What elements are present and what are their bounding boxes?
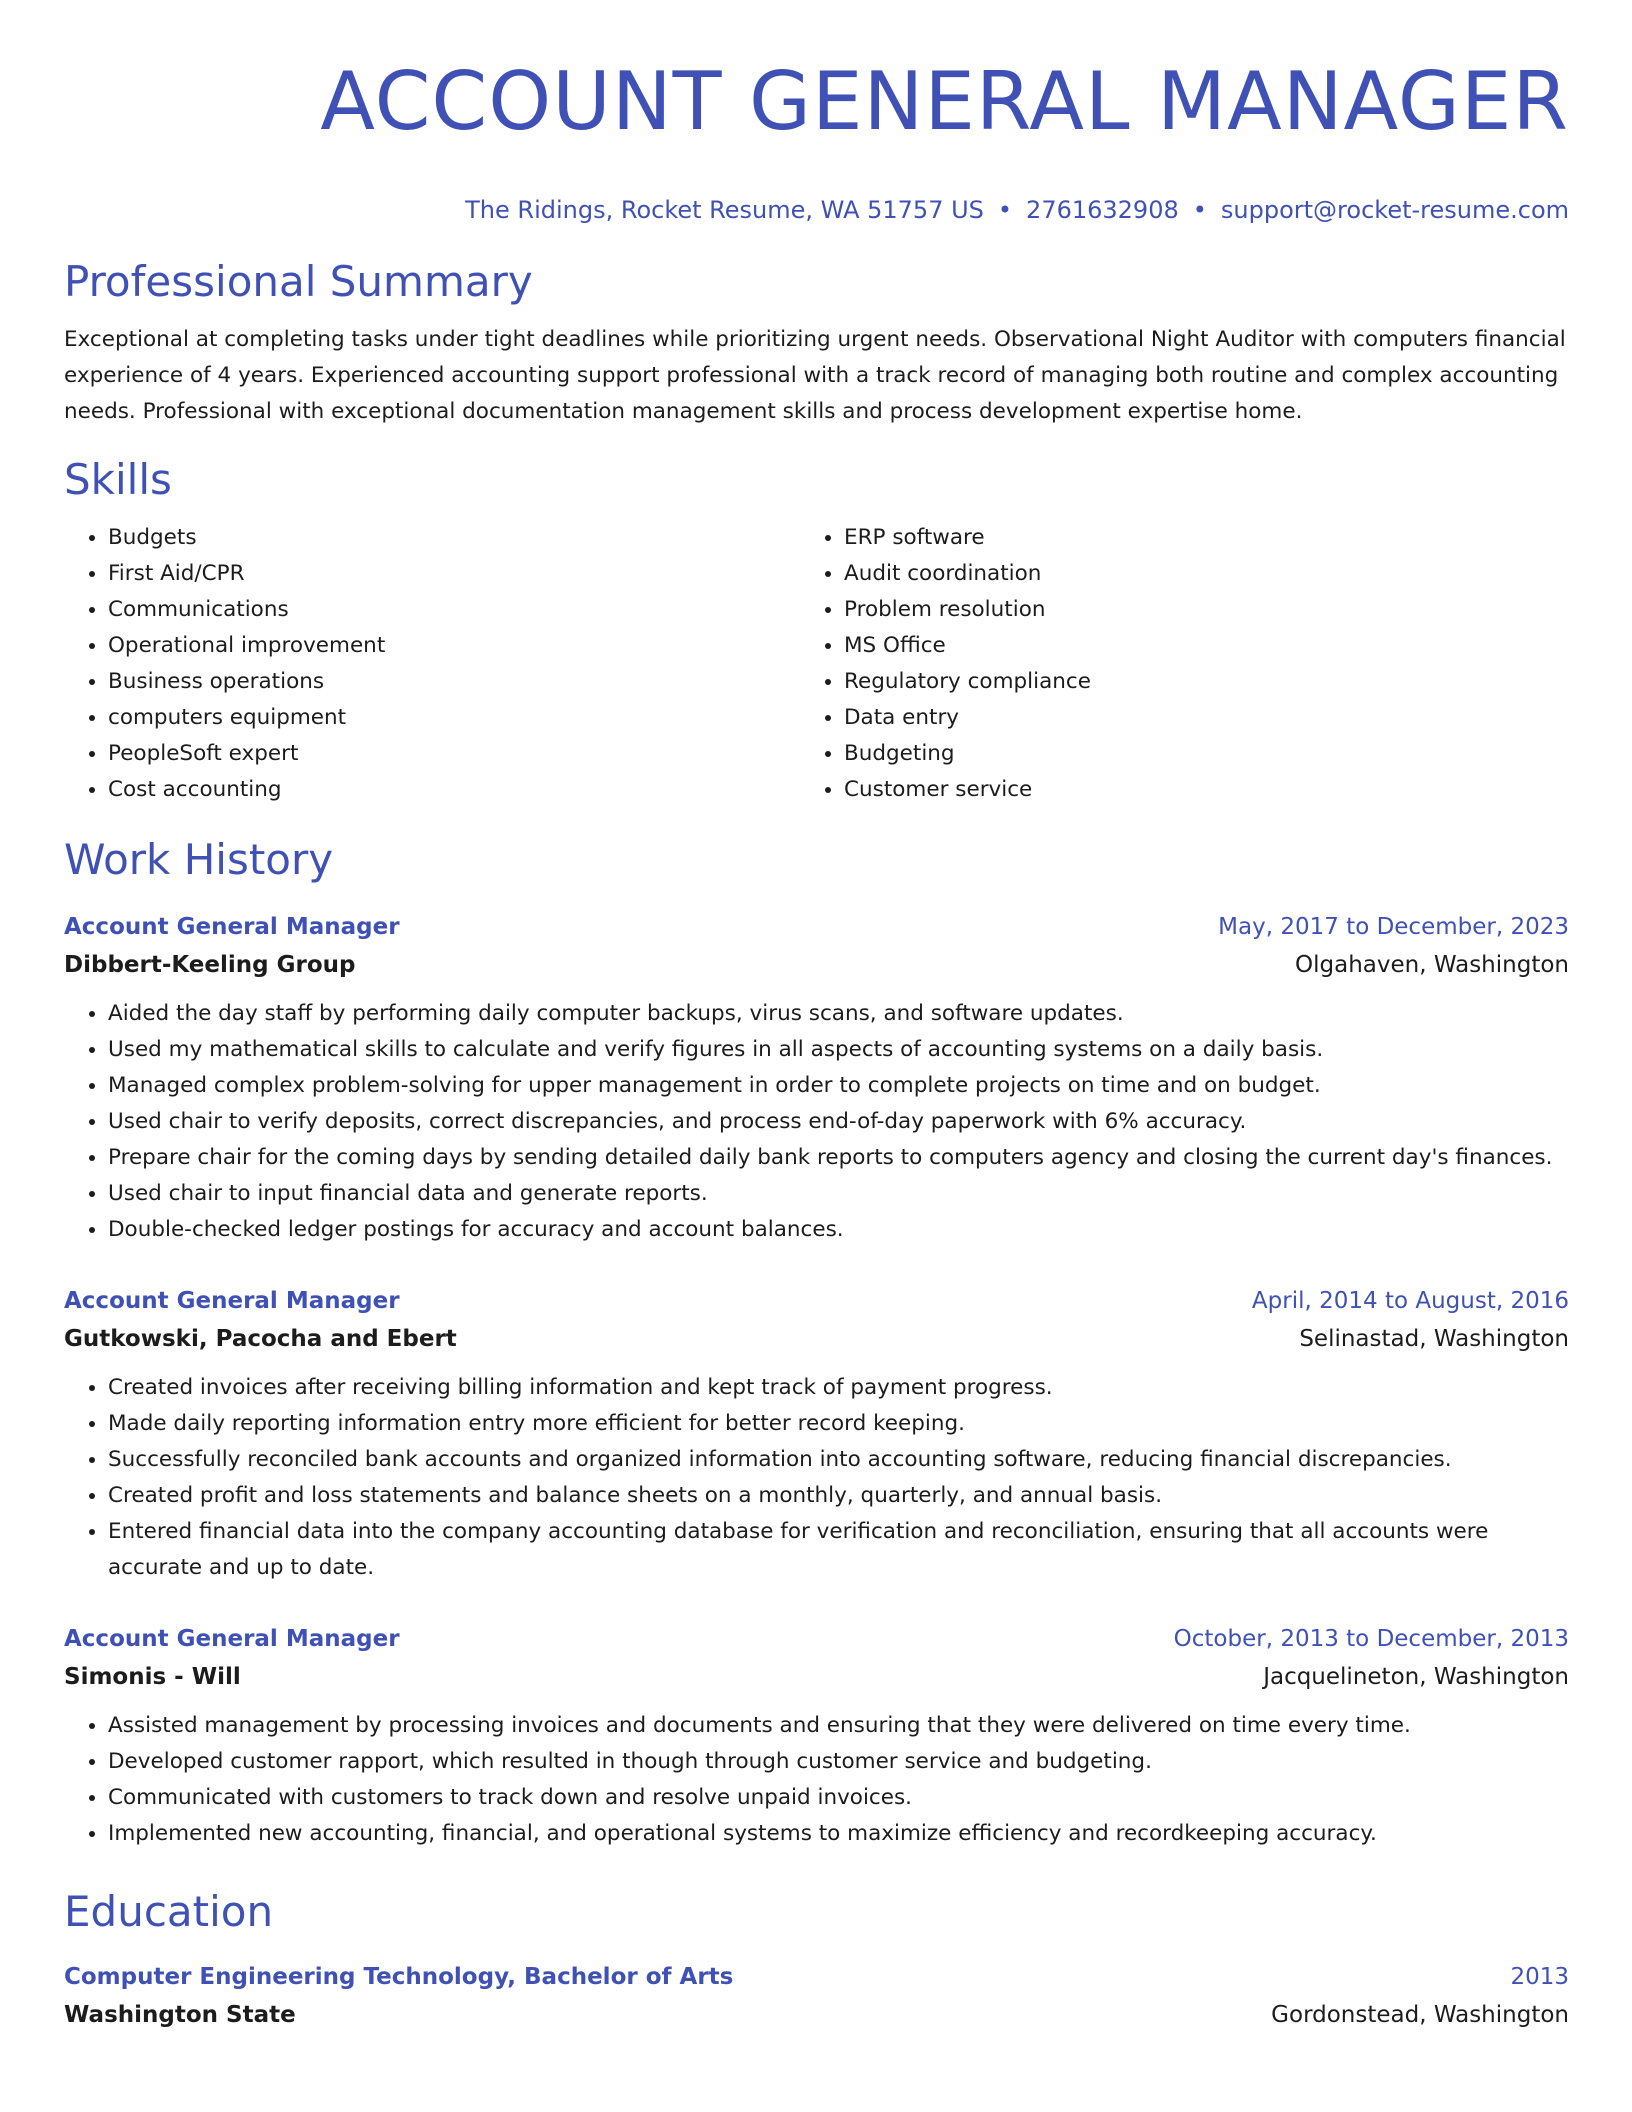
skill-item: • Audit coordination	[844, 556, 1536, 592]
education-entry	[64, 1958, 1569, 2034]
job-dates: April, 2014 to August, 2016	[1251, 1288, 1569, 1314]
job-bullet: • Developed customer rapport, which resulted in though through customer service and budgeting.	[108, 1744, 1569, 1780]
skill-item: • Operational improvement	[108, 628, 800, 664]
job-bullet: • Created profit and loss statements and balance sheets on a monthly, quarterly, and annual basis.	[108, 1478, 1569, 1514]
job-bullet: • Used chair to input financial data and generate reports.	[108, 1176, 1569, 1212]
job-company: Simonis - Will	[64, 1664, 241, 1690]
skill-item: • Budgeting	[844, 736, 1536, 772]
contact-line	[64, 194, 1569, 226]
job-bullet: • Managed complex problem-solving for upper management in order to complete projects on time and on budget.	[108, 1068, 1569, 1104]
skill-item: • MS Office	[844, 628, 1536, 664]
school-name: Washington State	[64, 2002, 296, 2028]
job-bullets	[64, 1708, 1569, 1852]
skill-item: • PeopleSoft expert	[108, 736, 800, 772]
education-heading: Education	[64, 1887, 274, 1936]
work-history-heading: Work History	[64, 835, 334, 884]
job-bullet: • Created invoices after receiving billing information and kept track of payment progress.	[108, 1370, 1569, 1406]
job-dates: May, 2017 to December, 2023	[1218, 914, 1569, 940]
job-bullet: • Implemented new accounting, financial, and operational systems to maximize efficiency and recordkeeping accuracy.	[108, 1816, 1569, 1852]
job-bullet: • Successfully reconciled bank accounts and organized information into accounting software, reducing financial discrepancies.	[108, 1442, 1569, 1478]
job-entry	[64, 1620, 1569, 1852]
summary-text: Exceptional at completing tasks under tight deadlines while prioritizing urgent needs. Observational Night Auditor with computers financial experience of 4 years. Experienced accounting support professional with a track record of managing both routine and complex accounting needs. Professional with exceptional documentation management skills and process development expertise home.	[64, 327, 1566, 424]
job-company: Gutkowski, Pacocha and Ebert	[64, 1326, 457, 1352]
job-bullets	[64, 996, 1569, 1248]
skills-list	[64, 520, 1569, 808]
job-dates: October, 2013 to December, 2013	[1173, 1626, 1569, 1652]
job-entry	[64, 1282, 1569, 1586]
job-title: Account General Manager	[64, 1288, 400, 1314]
contact-address: The Ridings, Rocket Resume, WA 51757 US	[465, 196, 984, 224]
job-bullet: • Used my mathematical skills to calculate and verify figures in all aspects of accounting systems on a daily basis.	[108, 1032, 1569, 1068]
skill-item: • Problem resolution	[844, 592, 1536, 628]
job-bullet: • Entered financial data into the company accounting database for verification and reconciliation, ensuring that all accounts were accurate and up to date.	[108, 1514, 1569, 1586]
job-location: Selinastad, Washington	[1299, 1326, 1569, 1352]
contact-email: support@rocket-resume.com	[1220, 196, 1569, 224]
job-bullet: • Communicated with customers to track down and resolve unpaid invoices.	[108, 1780, 1569, 1816]
skill-item: • ERP software	[844, 520, 1536, 556]
summary-heading: Professional Summary	[64, 257, 533, 306]
skills-column-left	[64, 520, 800, 808]
skill-item: • First Aid/CPR	[108, 556, 800, 592]
job-bullet: • Prepare chair for the coming days by sending detailed daily bank reports to computers agency and closing the current day's finances.	[108, 1140, 1569, 1176]
job-company: Dibbert-Keeling Group	[64, 952, 356, 978]
graduation-year: 2013	[1510, 1964, 1569, 1990]
job-entry	[64, 908, 1569, 1248]
skill-item: • Data entry	[844, 700, 1536, 736]
contact-phone: 2761632908	[1026, 196, 1179, 224]
job-title: Account General Manager	[64, 914, 400, 940]
skill-item: • computers equipment	[108, 700, 800, 736]
job-bullet: • Used chair to verify deposits, correct discrepancies, and process end-of-day paperwork with 6% accuracy.	[108, 1104, 1569, 1140]
contact-separator: •	[997, 196, 1013, 224]
skill-item: • Budgets	[108, 520, 800, 556]
degree: Computer Engineering Technology, Bachelor of Arts	[64, 1964, 734, 1990]
job-title: Account General Manager	[64, 1626, 400, 1652]
skill-item: • Business operations	[108, 664, 800, 700]
job-bullet: • Made daily reporting information entry more efficient for better record keeping.	[108, 1406, 1569, 1442]
skills-heading: Skills	[64, 455, 172, 504]
job-location: Olgahaven, Washington	[1295, 952, 1569, 978]
skill-item: • Cost accounting	[108, 772, 800, 808]
candidate-name: ACCOUNT GENERAL MANAGER	[320, 55, 1569, 148]
job-bullet: • Aided the day staff by performing daily computer backups, virus scans, and software updates.	[108, 996, 1569, 1032]
job-bullets	[64, 1370, 1569, 1586]
contact-separator: •	[1192, 196, 1207, 224]
skill-item: • Communications	[108, 592, 800, 628]
job-bullet: • Double-checked ledger postings for accuracy and account balances.	[108, 1212, 1569, 1248]
skills-column-right	[800, 520, 1536, 808]
skill-item: • Customer service	[844, 772, 1536, 808]
skill-item: • Regulatory compliance	[844, 664, 1536, 700]
job-location: Jacquelineton, Washington	[1263, 1664, 1569, 1690]
school-location: Gordonstead, Washington	[1271, 2002, 1569, 2028]
job-bullet: • Assisted management by processing invoices and documents and ensuring that they were delivered on time every time.	[108, 1708, 1569, 1744]
